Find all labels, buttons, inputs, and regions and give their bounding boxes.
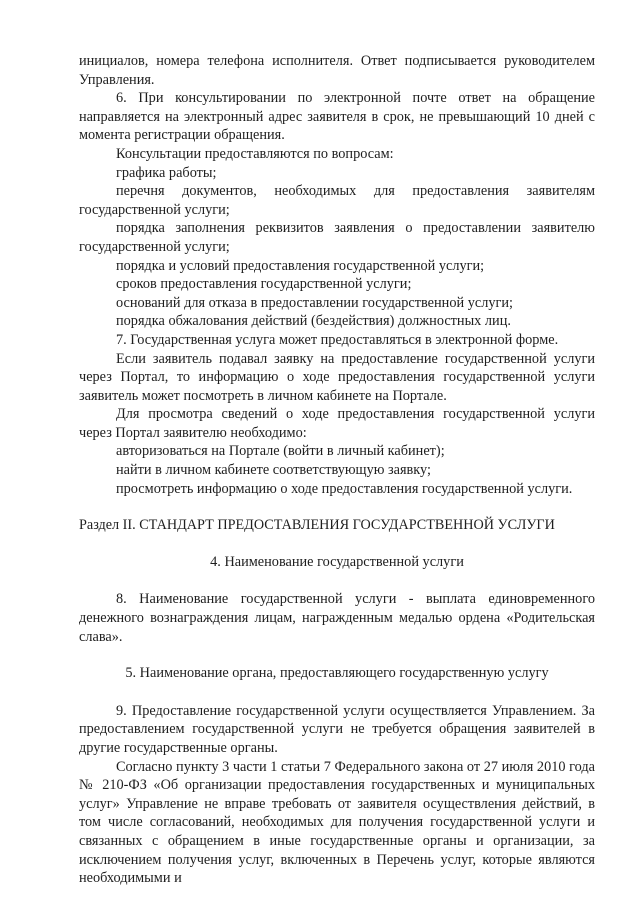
paragraph-continuation: инициалов, номера телефона исполнителя. Ответ подписывается руководителем Управления. [79, 53, 595, 88]
paragraph-item-7: 7. Государственная услуга может предоставляться в электронной форме. [116, 331, 559, 348]
paragraph-consultation-topics: Консультации предоставляются по вопросам: [116, 145, 394, 162]
paragraph-portal-steps: Для просмотра сведений о ходе предоставления государственной услуги через Портал заявителю необходимо: [79, 406, 595, 441]
list-item: порядка заполнения реквизитов заявления о предоставлении заявителю государственной услуги; [79, 220, 595, 255]
list-item: просмотреть информацию о ходе предоставления государственной услуги. [116, 480, 573, 497]
list-item: порядка и условий предоставления государственной услуги; [116, 257, 485, 274]
document-page [79, 52, 595, 888]
paragraph-portal-info: Если заявитель подавал заявку на предоставление государственной услуги через Портал, то информацию о ходе предоставления государственной услуги заявитель может посмотреть в личном кабинете на Портале. [79, 350, 595, 404]
subsection-heading-4: 4. Наименование государственной услуги [210, 553, 464, 570]
subsection-heading-5: 5. Наименование органа, предоставляющего государственную услугу [125, 665, 549, 682]
paragraph-federal-law: Согласно пункту 3 части 1 статьи 7 Федерального закона от 27 июля 2010 года № 210-ФЗ «Об организации предоставления государственных и муниципальных услуг» Управление не вправе требовать от заявителя осуществления действий, в том числе согласований, необходимых для получения государственной услуги и связанных с обращением в иные государственные органы и организации, за исключением получения услуг, включенных в Перечень услуг, которые являются необходимыми и [79, 758, 595, 887]
list-item: графика работы; [116, 164, 217, 181]
paragraph-item-8: 8. Наименование государственной услуги - выплата единовременного денежного вознаграждения лицам, награжденным медалью ордена «Родительская слава». [79, 591, 595, 645]
paragraph-item-6: 6. При консультировании по электронной почте ответ на обращение направляется на электронный адрес заявителя в срок, не превышающий 10 дней с момента регистрации обращения. [79, 90, 595, 144]
list-item: оснований для отказа в предоставлении государственной услуги; [116, 294, 513, 311]
list-item: найти в личном кабинете соответствующую заявку; [116, 462, 431, 479]
section-title: Раздел II. СТАНДАРТ ПРЕДОСТАВЛЕНИЯ ГОСУДАРСТВЕННОЙ УСЛУГИ [79, 517, 555, 534]
list-item: авторизоваться на Портале (войти в личный кабинет); [116, 443, 445, 460]
paragraph-item-9: 9. Предоставление государственной услуги осуществляется Управлением. За предоставлением государственной услуги не требуется обращения заявителей в другие государственные органы. [79, 702, 595, 756]
list-item: порядка обжалования действий (бездействия) должностных лиц. [116, 313, 511, 330]
list-item: сроков предоставления государственной услуги; [116, 276, 412, 293]
list-item: перечня документов, необходимых для предоставления заявителям государственной услуги; [79, 183, 595, 218]
